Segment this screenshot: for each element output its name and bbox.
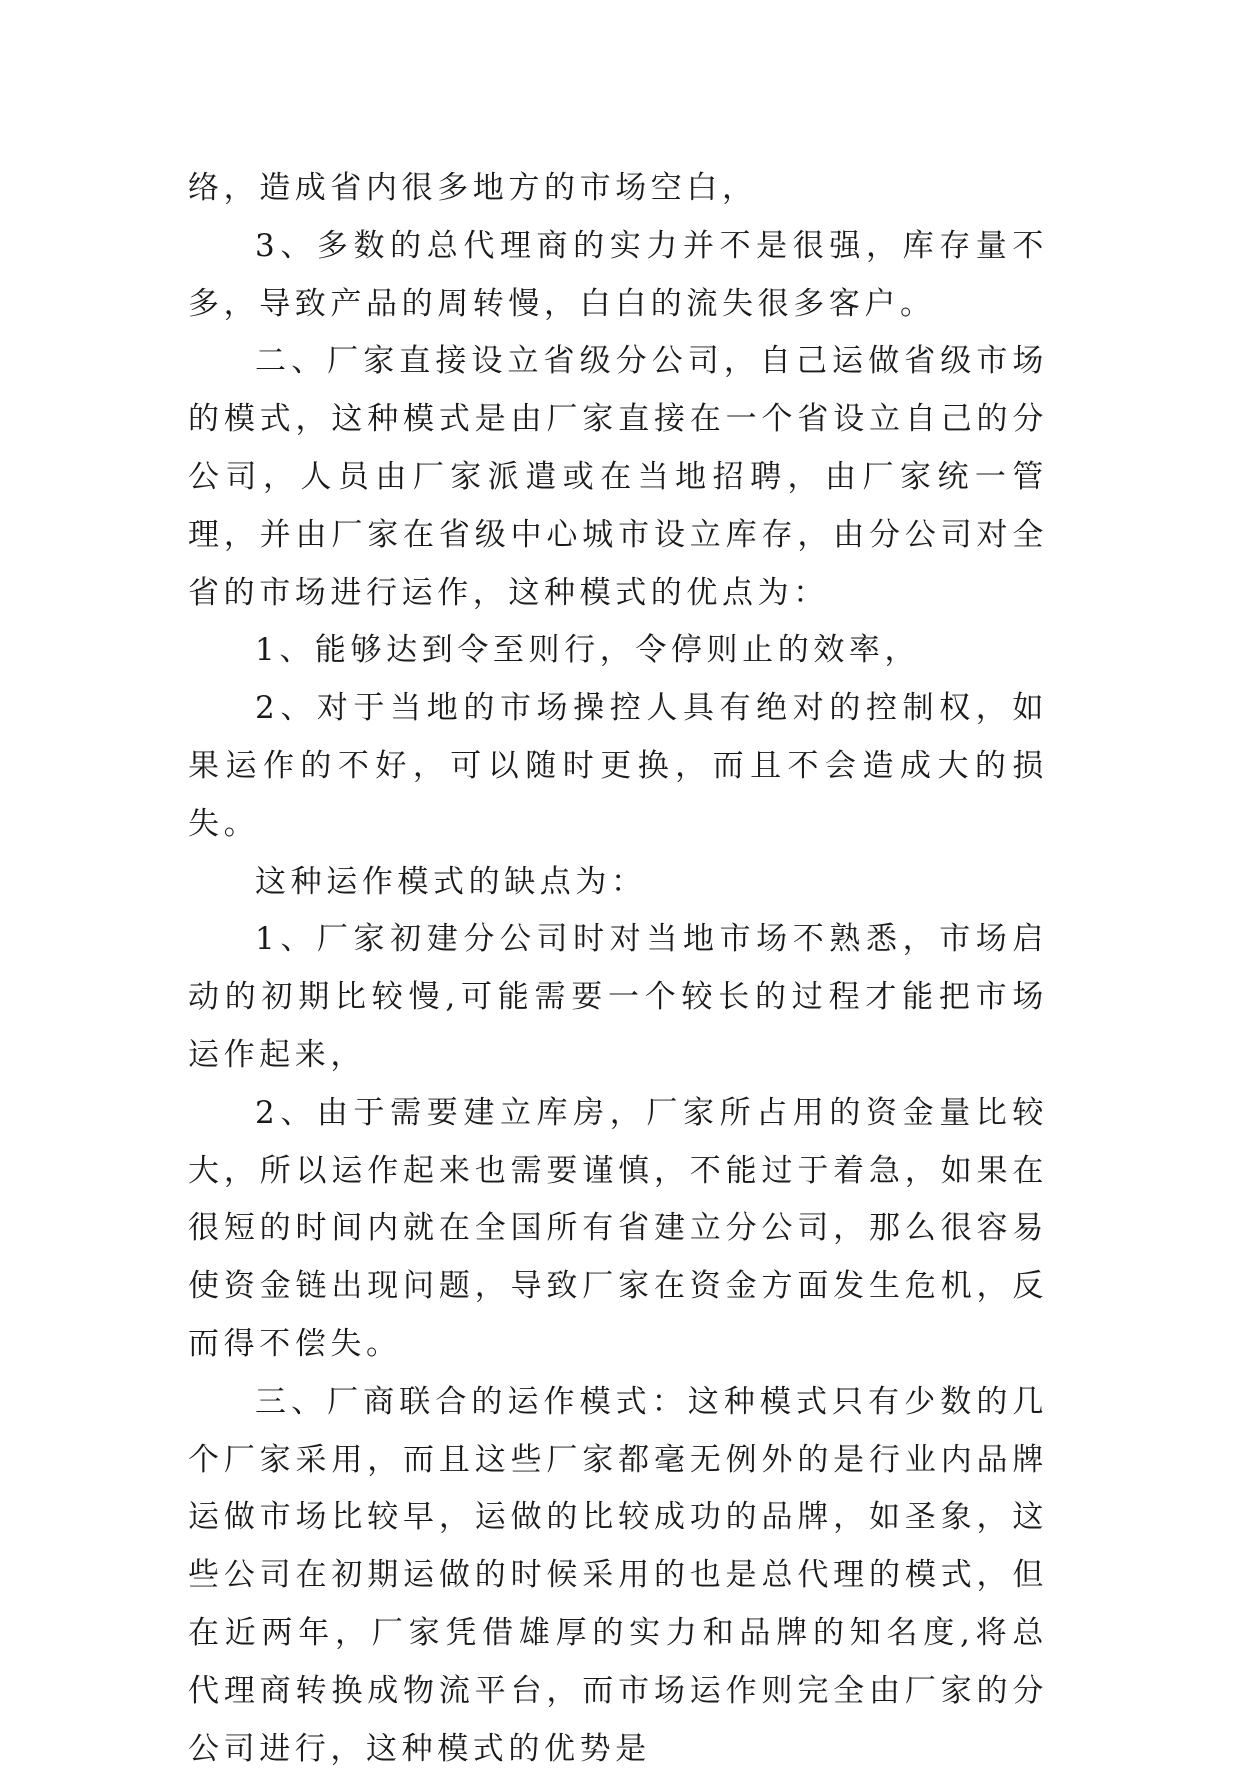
paragraph-6: 这种运作模式的缺点为： <box>255 863 647 900</box>
paragraph-8: 2、由于需要建立库房，厂家所占用的资金量比较大，所以运作起来也需要谨慎，不能过于着急，如果在很短的时间内就在全国所有省建立分公司，那么很容易使资金链出现问题，导致厂家在资金方面发生危机，反而得不偿失。 <box>188 1094 1048 1362</box>
paragraph-2: 3、多数的总代理商的实力并不是很强，库存量不多，导致产品的周转慢，白白的流失很多客户。 <box>188 227 1048 322</box>
paragraph-7: 1、厂家初建分公司时对当地市场不熟悉，市场启动的初期比较慢,可能需要一个较长的过程才能把市场运作起来， <box>188 921 1048 1073</box>
paragraph-4: 1、能够达到令至则行，令停则止的效率， <box>255 632 921 669</box>
body-text <box>188 160 1048 1778</box>
paragraph-3: 二、厂家直接设立省级分公司，自己运做省级市场的模式，这种模式是由厂家直接在一个省设立自己的分公司，人员由厂家派遣或在当地招聘，由厂家统一管理，并由厂家在省级中心城市设立库存，由分公司对全省的市场进行运作，这种模式的优点为： <box>188 343 1048 611</box>
paragraph-1: 络，造成省内很多地方的市场空白， <box>188 170 758 206</box>
paragraph-9: 三、厂商联合的运作模式：这种模式只有少数的几个厂家采用，而且这些厂家都毫无例外的是行业内品牌运做市场比较早，运做的比较成功的品牌，如圣象，这些公司在初期运做的时候采用的也是总代理的模式，但在近两年，厂家凭借雄厚的实力和品牌的知名度,将总代理商转换成物流平台，而市场运作则完全由厂家的分公司进行，这种模式的优势是 <box>188 1383 1048 1767</box>
paragraph-5: 2、对于当地的市场操控人具有绝对的控制权，如果运作的不好，可以随时更换，而且不会造成大的损失。 <box>188 690 1048 842</box>
